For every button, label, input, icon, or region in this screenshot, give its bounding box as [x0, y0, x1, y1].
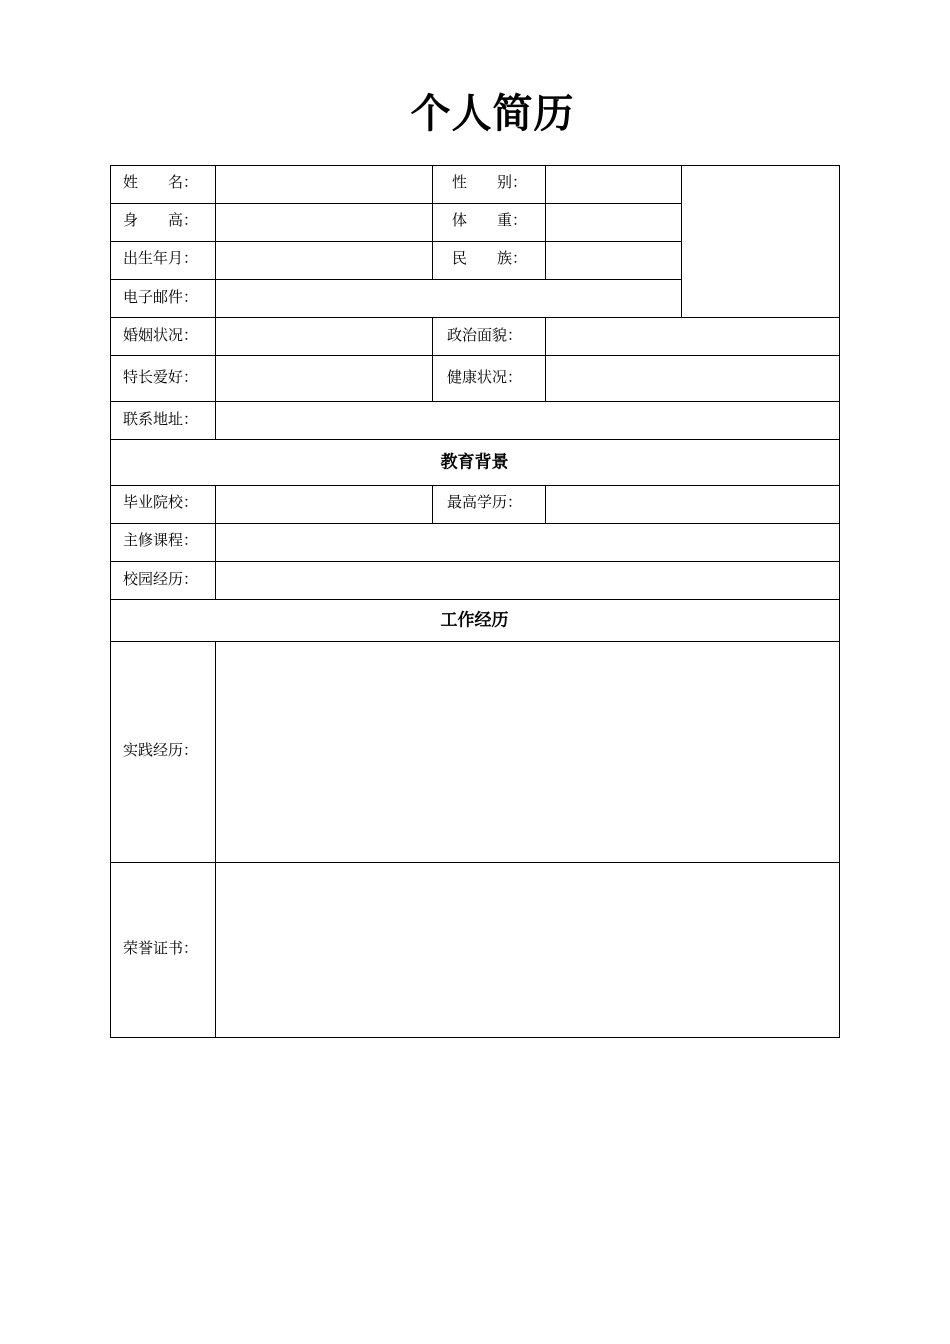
page-title: 个人简历	[410, 91, 575, 137]
degree-field[interactable]	[546, 486, 839, 523]
address-field[interactable]	[216, 402, 839, 439]
label-practice: 实践经历：	[123, 741, 199, 759]
border-left	[110, 165, 111, 1038]
border-bottom	[110, 1037, 840, 1038]
col-line	[432, 317, 433, 402]
marital-field[interactable]	[216, 318, 432, 355]
row-line	[110, 599, 840, 600]
resume-form	[110, 165, 839, 1038]
section-education: 教育背景	[440, 452, 509, 473]
label-health: 健康状况：	[447, 368, 523, 386]
campus-field[interactable]	[216, 562, 839, 599]
label-degree: 最高学历：	[447, 493, 523, 511]
ethnicity-field[interactable]	[546, 242, 681, 279]
specialty-field[interactable]	[216, 356, 432, 401]
label-birth: 出生年月：	[123, 249, 199, 267]
practice-field[interactable]	[216, 642, 839, 862]
photo-box[interactable]	[682, 166, 839, 317]
row-line	[110, 439, 840, 440]
honors-field[interactable]	[216, 863, 839, 1037]
label-specialty: 特长爱好：	[123, 368, 199, 386]
health-field[interactable]	[546, 356, 839, 401]
political-field[interactable]	[546, 318, 839, 355]
label-political: 政治面貌：	[447, 326, 523, 344]
label-campus: 校园经历：	[123, 570, 199, 588]
height-field[interactable]	[216, 204, 432, 241]
label-email: 电子邮件：	[123, 288, 199, 306]
name-field[interactable]	[216, 166, 432, 203]
label-height: 身 高：	[123, 211, 199, 229]
birth-field[interactable]	[216, 242, 432, 279]
label-marital: 婚姻状况：	[123, 326, 199, 344]
col-line	[432, 165, 433, 280]
email-field[interactable]	[216, 280, 681, 317]
label-address: 联系地址：	[123, 410, 199, 428]
label-weight: 体 重：	[452, 211, 528, 229]
label-honors: 荣誉证书：	[123, 939, 199, 957]
label-school: 毕业院校：	[123, 493, 199, 511]
label-courses: 主修课程：	[123, 531, 199, 549]
label-gender: 性 别：	[452, 173, 528, 191]
section-work: 工作经历	[440, 610, 509, 631]
courses-field[interactable]	[216, 524, 839, 561]
gender-field[interactable]	[546, 166, 681, 203]
weight-field[interactable]	[546, 204, 681, 241]
border-right	[839, 165, 840, 1038]
school-field[interactable]	[216, 486, 432, 523]
col-line	[432, 485, 433, 524]
label-ethnicity: 民 族：	[452, 249, 528, 267]
label-name: 姓 名：	[123, 173, 199, 191]
